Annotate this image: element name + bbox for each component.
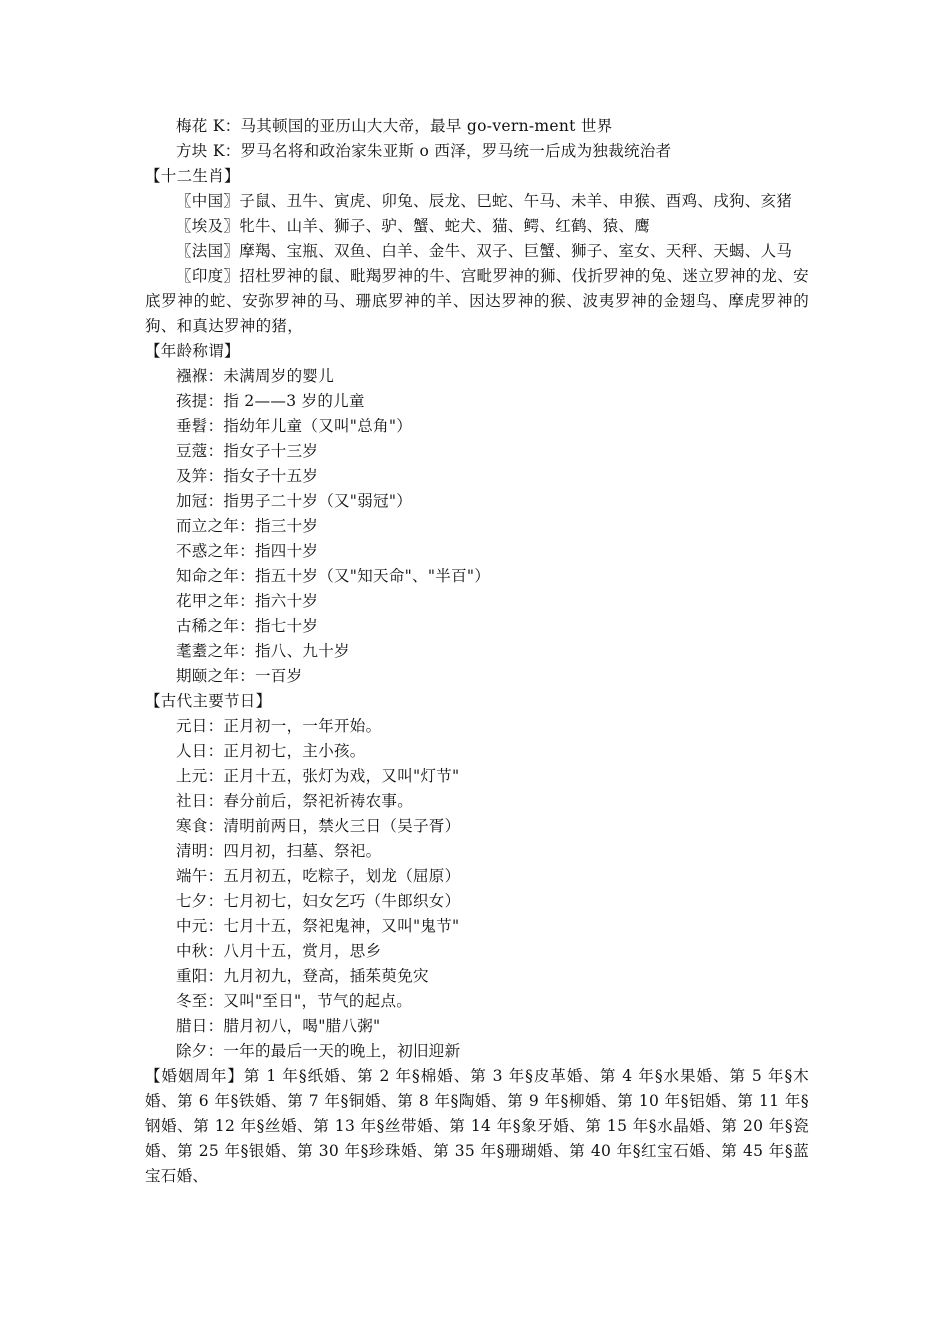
zodiac-heading: 【十二生肖】: [145, 167, 240, 185]
list-item: 冬至：又叫"至日"，节气的起点。: [176, 992, 413, 1010]
age-heading: 【年龄称谓】: [145, 342, 240, 360]
list-item: 花甲之年：指六十岁: [176, 592, 319, 610]
list-item: 而立之年：指三十岁: [176, 517, 319, 535]
list-item: 不惑之年：指四十岁: [176, 542, 319, 560]
list-item: 上元：正月十五，张灯为戏，又叫"灯节": [176, 767, 460, 785]
list-item: 端午：五月初五，吃粽子，划龙（屈原）: [176, 867, 461, 885]
wedding-anniversary-paragraph: 【婚姻周年】第 1 年§纸婚、第 2 年§棉婚、第 3 年§皮革婚、第 4 年§水果婚、第 5 年§木婚、第 6 年§铁婚、第 7 年§铜婚、第 8 年§陶婚、第 9 年§柳婚、第 10 年§铝婚、第 11 年§钢婚、第 12 年§丝婚、第 13 年§丝带婚、第 14 年§象牙婚、第 15 年§水晶婚、第 20 年§瓷婚、第 25 年§银婚、第 30 年§珍珠婚、第 35 年§珊瑚婚、第 40 年§红宝石婚、第 45 年§蓝宝石婚、: [145, 1067, 809, 1185]
list-item: 垂髫：指幼年儿童（又叫"总角"）: [176, 417, 413, 435]
list-item: 七夕：七月初七，妇女乞巧（牛郎织女）: [176, 892, 461, 910]
zodiac-france: 〖法国〗摩羯、宝瓶、双鱼、白羊、金牛、双子、巨蟹、狮子、室女、天秤、天蝎、人马: [176, 242, 793, 260]
list-item: 及笄：指女子十五岁: [176, 467, 319, 485]
card-king-clubs: 梅花 K：马其顿国的亚历山大大帝，最早 go-vern-ment 世界: [176, 117, 613, 135]
list-item: 期颐之年：一百岁: [176, 667, 303, 685]
zodiac-china: 〖中国〗子鼠、丑牛、寅虎、卯兔、辰龙、巳蛇、午马、未羊、申猴、酉鸡、戌狗、亥猪: [176, 192, 793, 210]
list-item: 清明：四月初，扫墓、祭祀。: [176, 842, 382, 860]
list-item: 中秋：八月十五，赏月，思乡: [176, 942, 382, 960]
list-item: 重阳：九月初九，登高，插茱萸免灾: [176, 967, 429, 985]
list-item: 知命之年：指五十岁（又"知天命"、"半百"）: [176, 567, 491, 585]
list-item: 元日：正月初一，一年开始。: [176, 717, 382, 735]
card-king-diamonds: 方块 K：罗马名将和政治家朱亚斯 o 西泽，罗马统一后成为独裁统治者: [176, 142, 672, 160]
list-item: 人日：正月初七，主小孩。: [176, 742, 366, 760]
list-item: 寒食：清明前两日，禁火三日（吴子胥）: [176, 817, 461, 835]
zodiac-egypt: 〖埃及〗牝牛、山羊、狮子、驴、蟹、蛇犬、猫、鳄、红鹤、猿、鹰: [176, 217, 651, 235]
list-item: 加冠：指男子二十岁（又"弱冠"）: [176, 492, 413, 510]
list-item: 豆蔻：指女子十三岁: [176, 442, 319, 460]
list-item: 耄耋之年：指八、九十岁: [176, 642, 350, 660]
festivals-heading: 【古代主要节日】: [145, 692, 272, 710]
list-item: 社日：春分前后，祭祀祈祷农事。: [176, 792, 414, 810]
list-item: 襁褓：未满周岁的婴儿: [176, 367, 335, 385]
list-item: 除夕：一年的最后一天的晚上，初旧迎新: [176, 1042, 461, 1060]
list-item: 孩提：指 2——3 岁的儿童: [176, 392, 365, 410]
list-item: 古稀之年：指七十岁: [176, 617, 319, 635]
zodiac-india: 〖印度〗招杜罗神的鼠、毗羯罗神的牛、宫毗罗神的狮、伐折罗神的兔、迷立罗神的龙、安底罗神的蛇、安弥罗神的马、珊底罗神的羊、因达罗神的猴、波夷罗神的金翅鸟、摩虎罗神的狗、和真达罗神的猪，: [145, 267, 809, 335]
list-item: 腊日：腊月初八，喝"腊八粥": [176, 1017, 381, 1035]
list-item: 中元：七月十五，祭祀鬼神，又叫"鬼节": [176, 917, 460, 935]
document-body: [145, 114, 809, 1189]
